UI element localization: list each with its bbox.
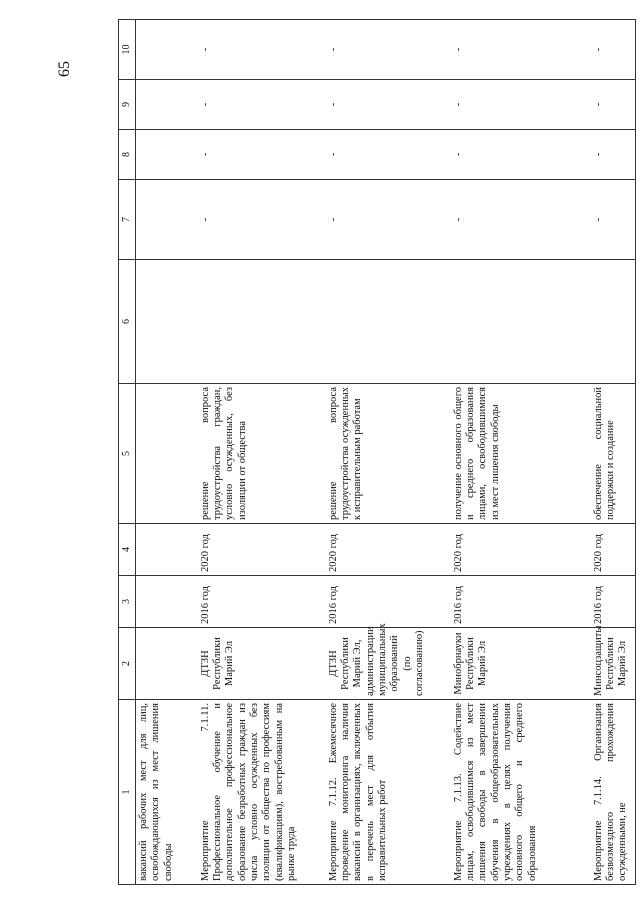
page-number: 65 (56, 61, 73, 77)
col8-cell (136, 130, 198, 180)
table-row (198, 20, 326, 885)
end-cell (136, 524, 198, 576)
activity-cell: вакансий рабочих мест для лиц, освобождающихся из мест лишения свободы (136, 700, 198, 885)
col6-cell (326, 260, 451, 384)
col9-cell: - (591, 80, 636, 130)
col10-cell: - (451, 20, 591, 80)
col8-cell: - (451, 130, 591, 180)
executor-cell: Минобрнауки Республики Марий Эл (451, 628, 591, 700)
end-cell: 2020 год (591, 524, 636, 576)
header-cell: 8 (119, 130, 136, 180)
result-cell: получение основного общего и среднего образования лицами, освободившимися из мест лишения свободы (451, 384, 591, 524)
result-cell (136, 384, 198, 524)
col10-cell (136, 20, 198, 80)
col8-cell: - (591, 130, 636, 180)
executor-cell: Минсоцзащиты Республики Марий Эл (591, 628, 636, 700)
header-cell: 3 (119, 576, 136, 628)
header-cell: 6 (119, 260, 136, 384)
col8-cell: - (326, 130, 451, 180)
start-cell: 2016 год (326, 576, 451, 628)
start-cell: 2016 год (451, 576, 591, 628)
col10-cell: - (198, 20, 326, 80)
executor-cell: ДТЗН Республики Марий Эл (198, 628, 326, 700)
col9-cell: - (326, 80, 451, 130)
col10-cell: - (326, 20, 451, 80)
col8-cell: - (198, 130, 326, 180)
col7-cell (136, 180, 198, 260)
activity-cell: Мероприятие 7.1.13. Содействие лицам, освободившимся из мест лишения свободы в завершении обучения в общеобразовательных учреждениях в целях получения основного общего и среднего образования (451, 700, 591, 885)
col7-cell: - (326, 180, 451, 260)
activity-cell: Мероприятие 7.1.12. Ежемесячное проведение мониторинга наличия вакансий в организациях, включенных в перечень мест для отбытия исправительных работ (326, 700, 451, 885)
header-cell: 10 (119, 20, 136, 80)
col6-cell (591, 260, 636, 384)
table-row (451, 20, 591, 885)
end-cell: 2020 год (198, 524, 326, 576)
col6-cell (136, 260, 198, 384)
header-cell: 4 (119, 524, 136, 576)
result-cell: решение вопроса трудоустройства граждан, условно осужденных, без изоляции от общества (198, 384, 326, 524)
start-cell (136, 576, 198, 628)
col7-cell: - (591, 180, 636, 260)
col9-cell: - (451, 80, 591, 130)
header-cell: 2 (119, 628, 136, 700)
col6-cell (198, 260, 326, 384)
result-cell: обеспечение социальной поддержки и создание (591, 384, 636, 524)
header-cell: 5 (119, 384, 136, 524)
col7-cell: - (198, 180, 326, 260)
start-cell: 2016 год (198, 576, 326, 628)
table-row (326, 20, 451, 885)
header-cell: 7 (119, 180, 136, 260)
activity-cell: Мероприятие 7.1.11. Профессиональное обучение и дополнительное профессиональное образование безработных граждан из числа условно осужденных без изоляции от общества по профессиям (квалификациям), востребованным на рынке труда (198, 700, 326, 885)
end-cell: 2020 год (326, 524, 451, 576)
col7-cell: - (451, 180, 591, 260)
table-row (591, 20, 636, 885)
table-row (136, 20, 198, 885)
header-cell: 9 (119, 80, 136, 130)
activity-cell: Мероприятие 7.1.14. Организация безвозмездного прохождения осужденными, не (591, 700, 636, 885)
result-cell: решение вопроса трудоустройства осужденных к исправительным работам (326, 384, 451, 524)
header-cell: 1 (119, 700, 136, 885)
executor-cell: ДТЗН Республики Марий Эл, администрации муниципальных образований (по согласованию) (326, 628, 451, 700)
col9-cell: - (198, 80, 326, 130)
col9-cell (136, 80, 198, 130)
executor-cell (136, 628, 198, 700)
start-cell: 2016 год (591, 576, 636, 628)
col6-cell (451, 260, 591, 384)
end-cell: 2020 год (451, 524, 591, 576)
program-activities-table (118, 19, 636, 885)
header-row (119, 20, 136, 885)
col10-cell: - (591, 20, 636, 80)
